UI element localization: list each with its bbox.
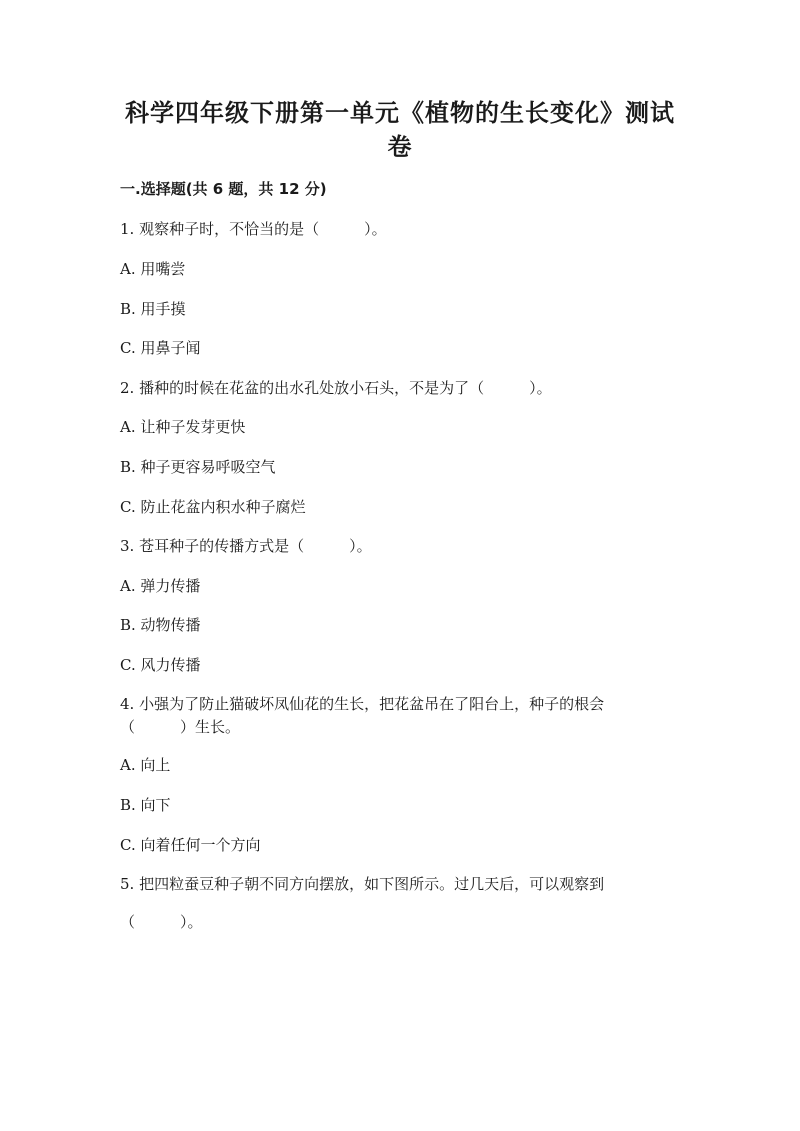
question-1-option-b: B. 用手摸	[120, 300, 186, 318]
exam-title	[120, 96, 680, 164]
question-4-stem-continued: （ ）生长。	[120, 718, 241, 736]
question-4-option-c: C. 向着任何一个方向	[120, 836, 261, 854]
question-2-option-a: A. 让种子发芽更快	[120, 418, 246, 436]
question-5-stem: 5. 把四粒蚕豆种子朝不同方向摆放，如下图所示。过几天后，可以观察到	[120, 875, 605, 893]
question-2-option-c: C. 防止花盆内积水种子腐烂	[120, 498, 306, 516]
question-4-option-a: A. 向上	[120, 756, 171, 774]
question-5-stem-continued: （ ）。	[120, 913, 203, 931]
question-2-option-b: B. 种子更容易呼吸空气	[120, 458, 276, 476]
exam-title-line-2: 卷	[387, 133, 413, 161]
question-3-stem: 3. 苍耳种子的传播方式是（ ）。	[120, 537, 372, 555]
question-1-stem: 1. 观察种子时，不恰当的是（ ）。	[120, 220, 387, 238]
section-heading: 一.选择题(共 6 题，共 12 分)	[120, 180, 327, 198]
question-3-option-c: C. 风力传播	[120, 656, 201, 674]
question-3-option-b: B. 动物传播	[120, 616, 201, 634]
exam-title-line-1: 科学四年级下册第一单元《植物的生长变化》测试	[125, 99, 675, 127]
question-1-option-a: A. 用嘴尝	[120, 260, 186, 278]
question-1-option-c: C. 用鼻子闻	[120, 339, 201, 357]
question-4-option-b: B. 向下	[120, 796, 171, 814]
question-2-stem: 2. 播种的时候在花盆的出水孔处放小石头，不是为了（ ）。	[120, 379, 552, 397]
question-3-option-a: A. 弹力传播	[120, 577, 201, 595]
question-4-stem: 4. 小强为了防止猫破坏凤仙花的生长，把花盆吊在了阳台上，种子的根会	[120, 695, 605, 713]
